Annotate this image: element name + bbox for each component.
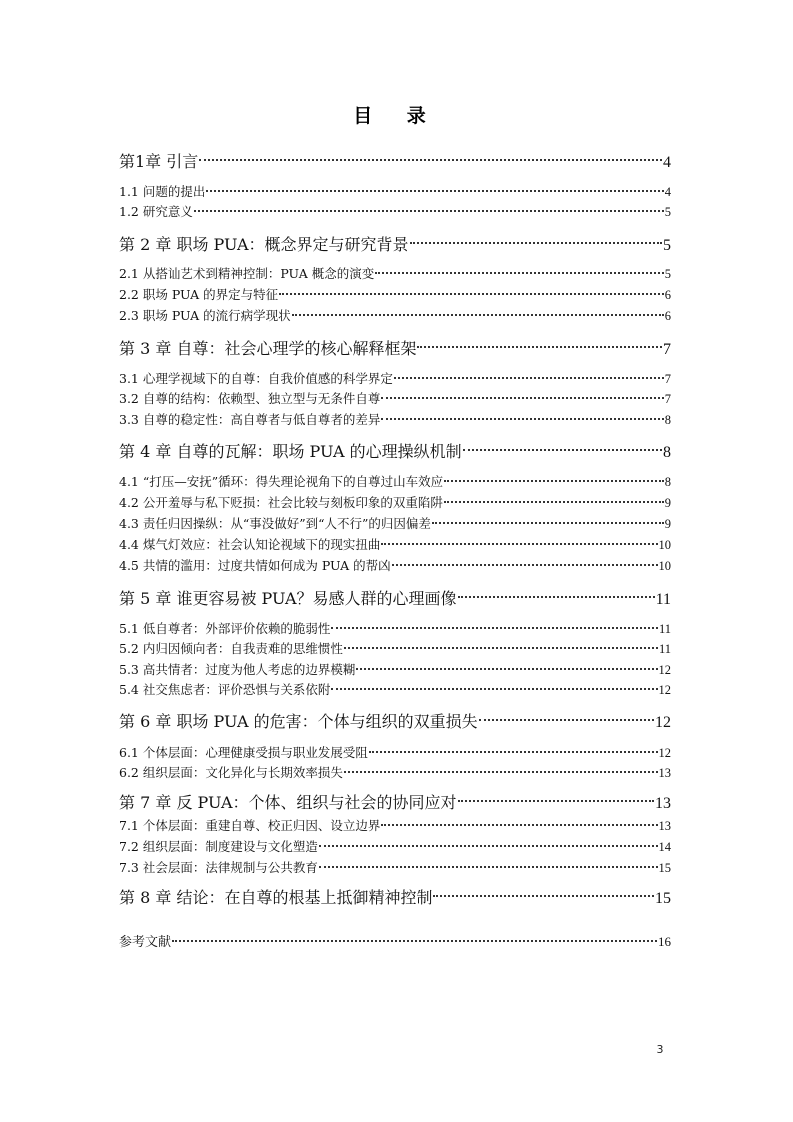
toc-entry-label: 2.1 从搭讪艺术到精神控制：PUA 概念的演变 — [119, 265, 375, 281]
toc-entry-label: 第 4 章 自尊的瓦解：职场 PUA 的心理操纵机制 — [119, 442, 462, 461]
dot-leader — [432, 509, 664, 524]
toc-entry-label: 第 5 章 谁更容易被 PUA？易感人群的心理画像 — [119, 589, 457, 608]
toc-entry-label: 2.3 职场 PUA 的流行病学现状 — [119, 307, 291, 323]
toc-entry-label: 7.3 社会层面：法律规制与公共教育 — [119, 859, 318, 875]
dot-leader — [344, 634, 658, 649]
toc-entry-label: 4.2 公开羞辱与私下贬损：社会比较与刻板印象的双重陷阱 — [119, 494, 443, 510]
dot-leader — [194, 197, 664, 212]
toc-page-number: 7 — [664, 391, 671, 406]
toc-entry-label: 6.2 组织层面：文化异化与长期效率损失 — [119, 764, 343, 780]
toc-page-number: 6 — [664, 308, 671, 323]
page-number: 3 — [656, 1043, 664, 1056]
toc-entry-label: 第 2 章 职场 PUA：概念界定与研究背景 — [119, 235, 409, 254]
toc-entry-label: 5.4 社交焦虑者：评价恐惧与关系依附 — [119, 681, 331, 697]
toc-page-number: 6 — [664, 287, 671, 302]
dot-leader — [172, 927, 657, 942]
toc-page-number: 11 — [658, 641, 671, 656]
dot-leader — [381, 405, 663, 420]
toc-chapter-5[interactable] — [119, 586, 671, 611]
dot-leader — [458, 580, 655, 598]
dot-leader — [331, 614, 658, 629]
toc-page-number: 5 — [664, 204, 671, 219]
toc-entry-label: 6.1 个体层面：心理健康受损与职业发展受阻 — [119, 744, 368, 760]
toc-page-number: 12 — [658, 745, 671, 760]
dot-leader — [381, 811, 657, 826]
toc-section-4-5[interactable] — [119, 555, 671, 575]
toc-page-number: 7 — [663, 341, 671, 358]
toc-page-number: 13 — [658, 765, 671, 780]
toc-chapter-4[interactable] — [119, 439, 671, 464]
toc-page-number: 11 — [655, 591, 671, 608]
toc-section-2-3[interactable] — [119, 305, 671, 325]
dot-leader — [381, 530, 657, 545]
toc-entry-label: 4.4 煤气灯效应：社会认知论视域下的现实扭曲 — [119, 536, 381, 552]
toc-page-number: 14 — [658, 839, 671, 854]
toc-page-number: 10 — [658, 558, 671, 573]
toc-page-number: 5 — [663, 237, 671, 254]
dot-leader — [331, 675, 657, 690]
toc-entry-label: 第 3 章 自尊：社会心理学的核心解释框架 — [119, 339, 417, 358]
toc-references[interactable] — [119, 931, 671, 952]
toc-page-number: 12 — [658, 682, 671, 697]
toc-entry-label: 参考文献 — [119, 935, 172, 950]
dot-leader — [433, 879, 654, 897]
dot-leader — [444, 488, 664, 503]
toc-entry-label: 4.5 共情的滥用：过度共情如何成为 PUA 的帮凶 — [119, 557, 391, 573]
dot-leader — [279, 280, 664, 295]
toc-section-5-4[interactable] — [119, 679, 671, 699]
toc-entry-label: 3.2 自尊的结构：依赖型、独立型与无条件自尊 — [119, 390, 381, 406]
toc-entry-label: 3.3 自尊的稳定性：高自尊者与低自尊者的差异 — [119, 411, 381, 427]
toc-page-number: 12 — [658, 662, 671, 677]
toc-page-number: 5 — [664, 266, 671, 281]
toc-entry-label: 第 6 章 职场 PUA 的危害：个体与组织的双重损失 — [119, 712, 478, 731]
dot-leader — [344, 758, 658, 773]
dot-leader — [479, 703, 654, 721]
toc-entry-label: 5.2 内归因倾向者：自我责难的思维惯性 — [119, 640, 343, 656]
toc-page-number: 15 — [655, 890, 671, 907]
toc-entry-label: 7.2 组织层面：制度建设与文化塑造 — [119, 838, 318, 854]
toc-entry-label: 第 7 章 反 PUA：个体、组织与社会的协同应对 — [119, 793, 457, 812]
toc-entry-label: 第1章 引言 — [119, 152, 199, 171]
dot-leader — [417, 330, 662, 348]
toc-entry-label: 2.2 职场 PUA 的界定与特征 — [119, 286, 279, 302]
dot-leader — [319, 853, 658, 868]
toc-page-number: 9 — [664, 516, 671, 531]
dot-leader — [199, 143, 662, 161]
toc-page-number: 10 — [658, 537, 671, 552]
toc-chapter-1[interactable] — [119, 149, 671, 174]
toc-page-number: 16 — [658, 934, 671, 949]
toc-section-7-3[interactable] — [119, 857, 671, 877]
toc-chapter-2[interactable] — [119, 232, 671, 257]
toc-chapter-6[interactable] — [119, 709, 671, 734]
dot-leader — [463, 433, 662, 451]
toc-chapter-8[interactable] — [119, 885, 671, 910]
toc-page-number: 8 — [663, 444, 671, 461]
toc-section-3-3[interactable] — [119, 409, 671, 429]
toc-page-number: 13 — [658, 818, 671, 833]
toc-page-number: 15 — [658, 860, 671, 875]
dot-leader — [444, 467, 664, 482]
toc-page-number: 4 — [664, 184, 671, 199]
toc-entry-label: 第 8 章 结论：在自尊的根基上抵御精神控制 — [119, 888, 433, 907]
toc-page-number: 4 — [663, 154, 671, 171]
toc-page-number: 9 — [664, 495, 671, 510]
toc-section-6-2[interactable] — [119, 762, 671, 782]
toc-page-number: 11 — [658, 621, 671, 636]
toc-section-1-2[interactable] — [119, 201, 671, 221]
toc-page-number: 7 — [664, 371, 671, 386]
toc-entry-label: 4.1 “打压—安抚”循环：得失理论视角下的自尊过山车效应 — [119, 473, 444, 489]
dot-leader — [356, 655, 657, 670]
dot-leader — [369, 738, 658, 753]
toc-entry-label: 5.3 高共情者：过度为他人考虑的边界模糊 — [119, 661, 356, 677]
toc-entry-label: 7.1 个体层面：重建自尊、校正归因、设立边界 — [119, 817, 381, 833]
toc-page-number: 8 — [664, 412, 671, 427]
toc-page-number: 8 — [664, 474, 671, 489]
toc-chapter-3[interactable] — [119, 336, 671, 361]
dot-leader — [394, 364, 664, 379]
toc-entry-label: 1.2 研究意义 — [119, 203, 193, 219]
dot-leader — [375, 259, 664, 274]
toc-page-number: 13 — [655, 795, 671, 812]
toc-entry-label: 1.1 问题的提出 — [119, 183, 206, 199]
toc-entry-label: 5.1 低自尊者：外部评价依赖的脆弱性 — [119, 620, 331, 636]
toc-title: 目 录 — [353, 105, 440, 127]
dot-leader — [410, 226, 662, 244]
dot-leader — [381, 384, 663, 399]
dot-leader — [319, 832, 658, 847]
dot-leader — [392, 551, 658, 566]
toc-entry-label: 4.3 责任归因操纵：从“事没做好”到“人不行”的归因偏差 — [119, 515, 431, 531]
dot-leader — [206, 177, 663, 192]
dot-leader — [458, 784, 654, 802]
toc-entry-label: 3.1 心理学视域下的自尊：自我价值感的科学界定 — [119, 370, 393, 386]
toc-page-number: 12 — [655, 714, 671, 731]
dot-leader — [292, 301, 664, 316]
